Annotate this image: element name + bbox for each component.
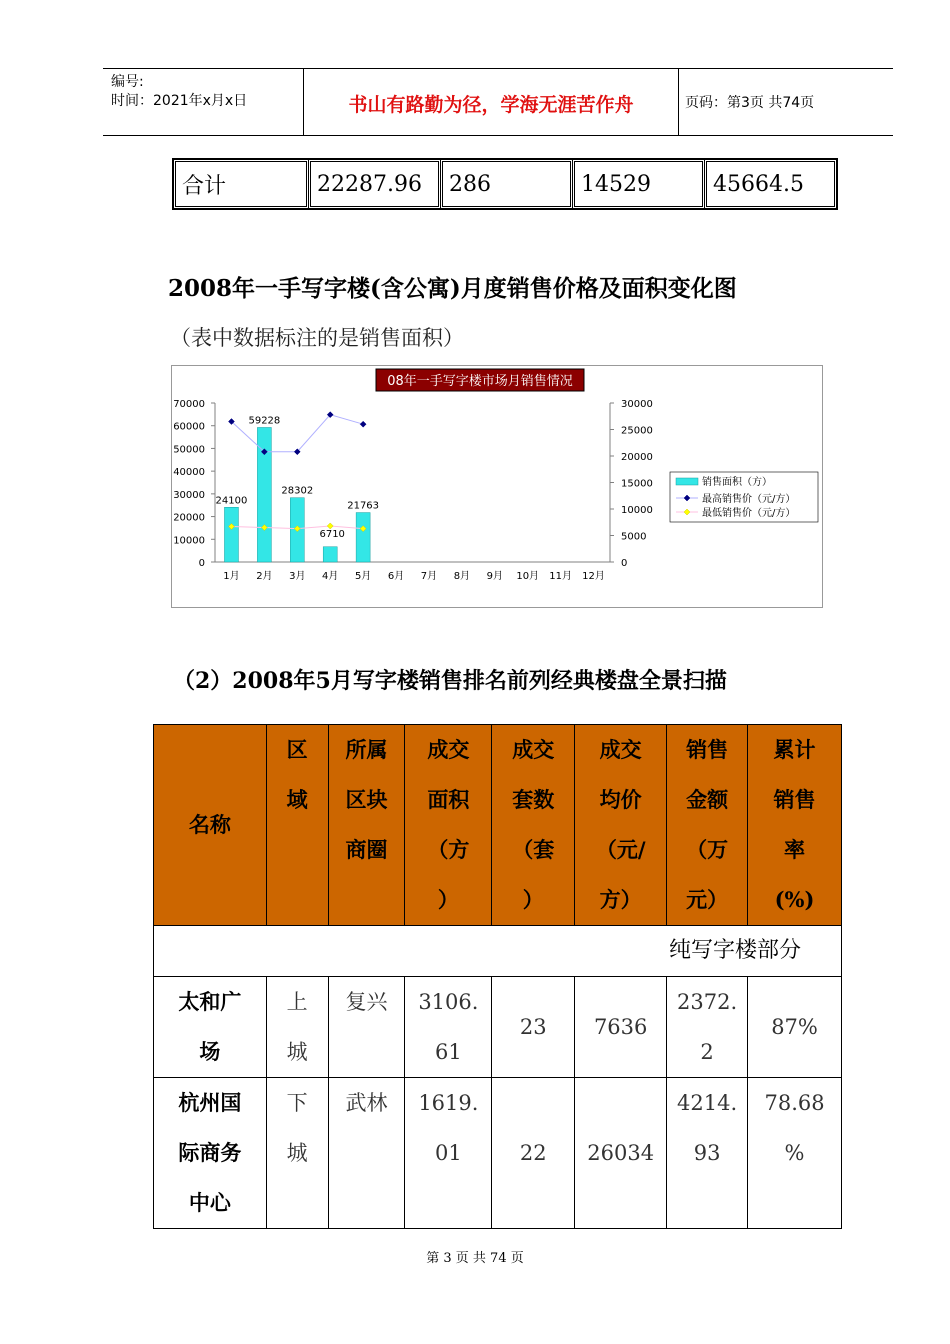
ranking-cell-text: 61 xyxy=(435,1040,462,1064)
chart-bar xyxy=(224,507,238,562)
ranking-cell xyxy=(328,1078,405,1229)
ranking-section-row xyxy=(154,926,842,977)
chart-y-tick-label-right: 15000 xyxy=(621,478,653,490)
header-motto: 书山有路勤为径，学海无涯苦作舟 xyxy=(348,94,634,116)
ranking-header-text: 金额 xyxy=(686,787,729,812)
ranking-section-label: 纯写字楼部分 xyxy=(154,926,842,977)
ranking-header-text: 商圈 xyxy=(345,837,388,862)
chart-legend-label: 最低销售价（元/方） xyxy=(702,508,796,519)
page-header xyxy=(103,68,893,136)
ranking-cell xyxy=(575,977,667,1078)
ranking-header-text: 累计 xyxy=(773,737,816,762)
total-cell: 45664.5 xyxy=(705,159,838,209)
ranking-header-text: （元/ xyxy=(595,837,646,862)
ranking-header-text: 成交 xyxy=(512,737,555,762)
ranking-header-text: （万 xyxy=(686,837,729,862)
chart-y-tick-label-right: 10000 xyxy=(621,505,653,516)
chart-x-tick-label: 1月 xyxy=(223,571,240,582)
ranking-table xyxy=(153,724,842,1229)
total-row xyxy=(173,159,837,209)
ranking-header-text: 率 xyxy=(784,837,806,862)
ranking-cell xyxy=(328,977,405,1078)
ranking-cell-text: 际商务 xyxy=(178,1140,242,1165)
ranking-cell xyxy=(667,1078,748,1229)
chart-data-label: 6710 xyxy=(319,528,345,540)
ranking-header-cell xyxy=(328,725,405,926)
header-page-number: 页码：第3页 共74页 xyxy=(685,95,815,111)
chart-y-tick-label-right: 30000 xyxy=(621,399,653,410)
ranking-header-cell xyxy=(154,725,267,926)
chart-y-tick-label-right: 20000 xyxy=(621,452,653,463)
chart-y-tick-label-left: 40000 xyxy=(173,467,205,479)
ranking-cell-text: 78.68 xyxy=(764,1091,825,1115)
total-cell: 14529 xyxy=(573,159,705,209)
ranking-header-cell xyxy=(667,725,748,926)
ranking-header-text: ） xyxy=(437,887,459,912)
ranking-cell-text: 下 xyxy=(286,1091,308,1115)
ranking-header-text: 面积 xyxy=(427,787,470,812)
ranking-header-cell xyxy=(575,725,667,926)
chart-x-tick-label: 4月 xyxy=(322,571,339,582)
chart-x-tick-label: 12月 xyxy=(582,571,605,582)
ranking-row xyxy=(154,1078,842,1229)
ranking-cell-text: 太和广 xyxy=(178,989,242,1014)
chart-x-tick-label: 5月 xyxy=(354,571,372,582)
section-title: 2008年一手写字楼(含公寓)月度销售价格及面积变化图 xyxy=(168,275,737,302)
ranking-cell-text: 2372. xyxy=(677,990,738,1014)
ranking-header-text: (%) xyxy=(774,887,815,912)
ranking-cell-text: 22 xyxy=(519,1141,547,1165)
ranking-cell-text: 7636 xyxy=(593,1015,648,1039)
ranking-header-text: 区块 xyxy=(345,787,388,812)
chart-bar xyxy=(323,547,337,562)
ranking-header-text: 销售 xyxy=(773,787,816,812)
ranking-header-text: ） xyxy=(522,887,544,912)
chart-data-label: 21763 xyxy=(347,500,380,512)
chart-x-tick-label: 9月 xyxy=(486,571,503,582)
chart-y-tick-label-right: 25000 xyxy=(621,425,653,437)
ranking-cell-text: 4214. xyxy=(677,1091,738,1115)
ranking-cell xyxy=(266,1078,328,1229)
chart-y-tick-label-left: 0 xyxy=(198,558,205,569)
ranking-header-text: （方 xyxy=(427,837,470,862)
chart-data-label: 24100 xyxy=(215,495,248,507)
chart-legend-swatch-area xyxy=(676,478,698,485)
ranking-cell-text: 上 xyxy=(286,990,308,1014)
ranking-cell-text: 场 xyxy=(199,1039,221,1064)
total-table xyxy=(172,158,838,210)
ranking-header-cell xyxy=(266,725,328,926)
chart-x-tick-label: 11月 xyxy=(549,571,572,582)
ranking-cell-text: 87% xyxy=(771,1015,818,1039)
header-divider xyxy=(678,69,679,135)
ranking-cell-text: 26034 xyxy=(587,1141,655,1165)
ranking-cell-text: 中心 xyxy=(188,1190,231,1215)
chart-y-tick-label-right: 5000 xyxy=(621,531,647,543)
ranking-cell xyxy=(748,977,842,1078)
ranking-row xyxy=(154,977,842,1078)
ranking-cell xyxy=(266,977,328,1078)
header-meta xyxy=(111,73,247,111)
ranking-cell-text: 1619. xyxy=(418,1091,479,1115)
total-cell: 286 xyxy=(441,159,573,209)
ranking-cell xyxy=(154,1078,267,1229)
ranking-cell xyxy=(492,977,575,1078)
total-cell: 合计 xyxy=(173,159,309,209)
ranking-title: （2）2008年5月写字楼销售排名前列经典楼盘全景扫描 xyxy=(173,668,727,694)
ranking-header-cell xyxy=(748,725,842,926)
chart-y-tick-label-left: 30000 xyxy=(173,489,205,501)
chart-x-tick-label: 10月 xyxy=(516,571,540,582)
chart-point-max xyxy=(360,421,366,427)
ranking-header-text: 成交 xyxy=(599,737,642,762)
ranking-header-text: 方） xyxy=(599,887,642,912)
chart-bar xyxy=(356,513,370,562)
ranking-header-text: 套数 xyxy=(512,787,555,812)
ranking-header-text: 成交 xyxy=(427,737,470,762)
chart-legend-label: 销售面积（方） xyxy=(702,477,772,488)
ranking-cell xyxy=(667,977,748,1078)
ranking-cell xyxy=(405,1078,492,1229)
chart-x-tick-label: 7月 xyxy=(420,571,438,582)
ranking-cell-text: 3106. xyxy=(418,990,479,1014)
section-note: （表中数据标注的是销售面积） xyxy=(170,326,464,350)
ranking-header-text: 元） xyxy=(686,887,729,912)
chart-legend-label: 最高销售价（元/方） xyxy=(702,494,796,505)
chart-y-tick-label-left: 10000 xyxy=(173,535,205,547)
ranking-cell xyxy=(748,1078,842,1229)
chart-y-tick-label-left: 50000 xyxy=(173,444,205,456)
ranking-cell-text: 2 xyxy=(700,1040,714,1064)
ranking-cell-text: 01 xyxy=(435,1141,462,1165)
ranking-header-row xyxy=(154,725,842,926)
chart-y-tick-label-right: 0 xyxy=(621,558,628,569)
chart-y-tick-label-left: 20000 xyxy=(173,512,205,524)
header-date: 时间：2021年x月x日 xyxy=(111,93,248,109)
ranking-header-text: 名称 xyxy=(188,812,231,837)
page-footer: 第 3 页 共 74 页 xyxy=(426,1251,524,1266)
ranking-header-text: 均价 xyxy=(599,787,642,812)
ranking-header-cell xyxy=(405,725,492,926)
ranking-cell-text: 复兴 xyxy=(345,990,388,1014)
ranking-cell-text: 城 xyxy=(286,1040,308,1064)
ranking-cell-text: 城 xyxy=(286,1141,308,1165)
ranking-cell xyxy=(492,1078,575,1229)
chart-x-tick-label: 3月 xyxy=(289,571,306,582)
chart-y-tick-label-left: 70000 xyxy=(173,399,205,410)
total-cell: 22287.96 xyxy=(309,159,441,209)
header-code: 编号: xyxy=(111,74,144,90)
ranking-header-text: 区 xyxy=(286,737,308,762)
chart-data-label: 59228 xyxy=(248,415,281,427)
chart-x-tick-label: 8月 xyxy=(453,571,471,582)
ranking-cell-text: % xyxy=(784,1141,805,1165)
ranking-cell-text: 23 xyxy=(519,1015,547,1039)
sales-chart xyxy=(171,365,823,608)
ranking-header-text: 域 xyxy=(286,787,308,812)
ranking-header-text: （套 xyxy=(512,837,555,862)
ranking-cell xyxy=(405,977,492,1078)
ranking-header-text: 所属 xyxy=(345,737,388,762)
ranking-cell-text: 武林 xyxy=(345,1091,388,1115)
ranking-cell xyxy=(154,977,267,1078)
chart-y-tick-label-left: 60000 xyxy=(173,421,205,433)
ranking-header-cell xyxy=(492,725,575,926)
chart-x-tick-label: 6月 xyxy=(387,571,405,582)
chart-title: 08年一手写字楼市场月销售情况 xyxy=(387,374,573,389)
sales-chart-svg xyxy=(172,366,824,609)
chart-x-tick-label: 2月 xyxy=(256,571,273,582)
ranking-cell-text: 93 xyxy=(693,1141,721,1165)
chart-data-label: 28302 xyxy=(281,485,314,497)
ranking-cell-text: 杭州国 xyxy=(178,1090,242,1115)
ranking-header-text: 销售 xyxy=(686,737,729,762)
ranking-cell xyxy=(575,1078,667,1229)
